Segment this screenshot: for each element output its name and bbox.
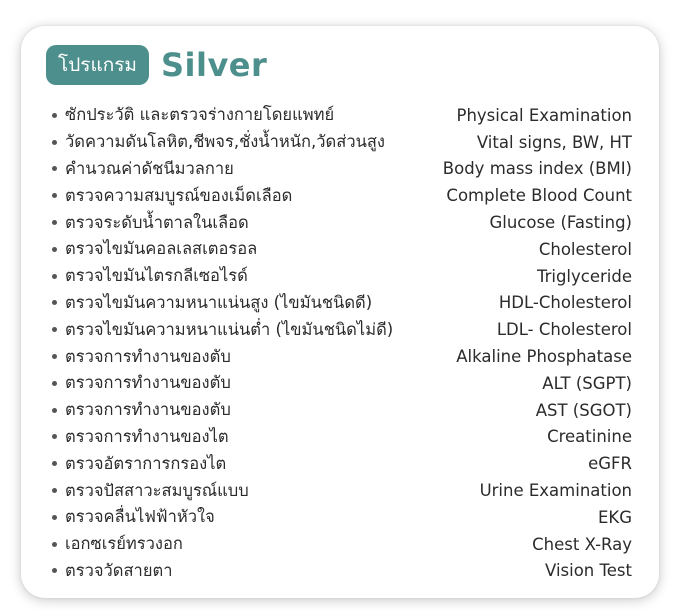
checkup-item-english-label: LDL- Cholesterol [496, 320, 632, 340]
checkup-item [52, 236, 632, 263]
program-badge: โปรแกรม [46, 45, 149, 85]
checkup-item-english-label: AST (SGOT) [535, 400, 632, 420]
bullet-icon [52, 434, 57, 439]
checkup-item-thai-label: ซักประวัติ และตรวจร่างกายโดยแพทย์ [65, 105, 335, 125]
bullet-icon [52, 113, 57, 118]
checkup-item [52, 477, 632, 504]
bullet-icon [52, 381, 57, 386]
checkup-item-english-label: EKG [597, 507, 632, 527]
checkup-item-english-label: Cholesterol [538, 239, 632, 259]
checkup-item-thai [52, 424, 229, 450]
package-name: Silver [160, 46, 268, 84]
checkup-item-thai-label: ตรวจการทำงานของตับ [65, 400, 231, 420]
bullet-icon [52, 461, 57, 466]
checkup-item-thai [52, 129, 385, 155]
checkup-item-thai-label: ตรวจไขมันความหนาแน่นสูง (ไขมันชนิดดี) [65, 292, 373, 312]
bullet-icon [52, 354, 57, 359]
checkup-item-thai [52, 210, 249, 236]
checkup-item-thai [52, 236, 257, 262]
checkup-item-english-label: Complete Blood Count [446, 186, 632, 206]
checkup-item-thai [52, 102, 334, 128]
checkup-item-thai [52, 370, 231, 396]
checkup-item-thai [52, 531, 183, 557]
checkup-item-thai-label: ตรวจคลื่นไฟฟ้าหัวใจ [65, 507, 215, 527]
checkup-item [52, 290, 632, 317]
checkup-item-thai-label: ตรวจระดับน้ำตาลในเลือด [65, 212, 249, 232]
checkup-item-thai [52, 344, 231, 370]
checkup-item-english-label: Urine Examination [479, 481, 632, 501]
checkup-item-thai-label: ตรวจการทำงานของไต [65, 426, 229, 446]
checkup-item [52, 424, 632, 451]
checkup-item-thai-label: ตรวจการทำงานของตับ [65, 373, 231, 393]
checkup-item [52, 263, 632, 290]
checkup-item-thai [52, 290, 372, 316]
checkup-item-english-label: Glucose (Fasting) [489, 213, 632, 233]
checkup-item-thai [52, 451, 226, 477]
checkup-item-english-label: Physical Examination [456, 105, 632, 125]
bullet-icon [52, 274, 57, 279]
package-header [46, 45, 267, 85]
checkup-item [52, 182, 632, 209]
checkup-item [52, 129, 632, 156]
checkup-item-english-label: Creatinine [547, 427, 632, 447]
checkup-item [52, 504, 632, 531]
checkup-item-thai-label: ตรวจวัดสายตา [65, 560, 173, 580]
checkup-item-thai-label: ตรวจอัตราการกรองไต [65, 453, 227, 473]
checkup-item-thai [52, 478, 249, 504]
checkup-item-thai [52, 504, 215, 530]
checkup-item-english-label: Chest X-Ray [532, 534, 632, 554]
bullet-icon [52, 220, 57, 225]
checkup-item-thai-label: ตรวจความสมบูรณ์ของเม็ดเลือด [65, 185, 293, 205]
bullet-icon [52, 408, 57, 413]
checkup-item [52, 102, 632, 129]
checkup-item-english-label: Alkaline Phosphatase [456, 347, 632, 367]
checkup-item-thai [52, 156, 234, 182]
checkup-item-thai-label: ตรวจไขมันคอลเลสเตอรอล [65, 239, 258, 259]
bullet-icon [52, 515, 57, 520]
checkup-item-thai-label: เอกซเรย์ทรวงอก [65, 534, 183, 554]
checkup-item-thai [52, 317, 393, 343]
checkup-item [52, 531, 632, 558]
checkup-item-english-label: Triglyceride [536, 266, 632, 286]
checkup-item [52, 397, 632, 424]
checkup-item [52, 156, 632, 183]
bullet-icon [52, 166, 57, 171]
checkup-item-thai-label: ตรวจไขมันไตรกลีเซอไรด์ [65, 266, 248, 286]
checkup-item-thai [52, 183, 292, 209]
checkup-item-thai [52, 397, 231, 423]
bullet-icon [52, 300, 57, 305]
checkup-item-english-label: Vision Test [545, 561, 632, 581]
bullet-icon [52, 247, 57, 252]
checkup-item [52, 316, 632, 343]
checkup-item-thai [52, 263, 248, 289]
package-card [21, 26, 659, 598]
bullet-icon [52, 488, 57, 493]
checkup-item-list [52, 102, 632, 584]
checkup-item-thai-label: วัดความดันโลหิต,ชีพจร,ชั่งน้ำหนัก,วัดส่วนสูง [65, 132, 385, 152]
checkup-item-thai-label: ตรวจปัสสาวะสมบูรณ์แบบ [65, 480, 249, 500]
checkup-item-english-label: HDL-Cholesterol [498, 293, 632, 313]
checkup-item [52, 558, 632, 585]
bullet-icon [52, 327, 57, 332]
checkup-item-thai [52, 558, 172, 584]
bullet-icon [52, 542, 57, 547]
checkup-item [52, 209, 632, 236]
checkup-item-english-label: Vital signs, BW, HT [476, 132, 632, 152]
bullet-icon [52, 193, 57, 198]
checkup-item-english-label: Body mass index (BMI) [442, 159, 632, 179]
checkup-item-english-label: eGFR [588, 454, 632, 474]
bullet-icon [52, 140, 57, 145]
checkup-item-english-label: ALT (SGPT) [542, 373, 632, 393]
checkup-item-thai-label: ตรวจการทำงานของตับ [65, 346, 231, 366]
bullet-icon [52, 568, 57, 573]
checkup-item [52, 370, 632, 397]
checkup-item [52, 343, 632, 370]
checkup-item-thai-label: ตรวจไขมันความหนาแน่นต่ำ (ไขมันชนิดไม่ดี) [65, 319, 394, 339]
checkup-item-thai-label: คำนวณค่าดัชนีมวลกาย [65, 158, 234, 178]
checkup-item [52, 450, 632, 477]
